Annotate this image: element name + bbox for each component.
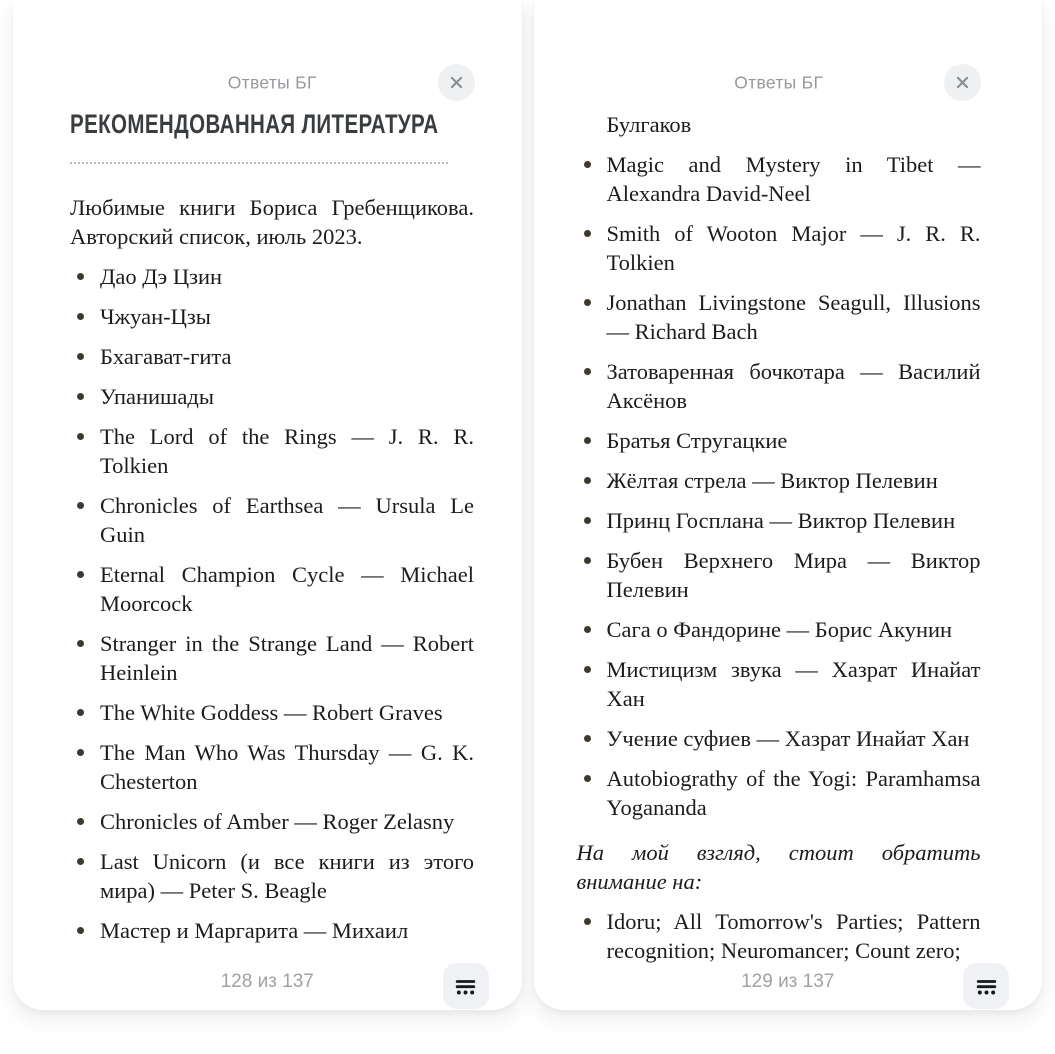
bullet-icon <box>77 818 84 825</box>
bullet-icon <box>77 571 84 578</box>
bullet-icon <box>584 918 591 925</box>
close-icon <box>953 73 972 92</box>
book-list-item: Чжуан-Цзы <box>70 302 474 331</box>
bullet-icon <box>584 161 591 168</box>
bullet-icon <box>584 368 591 375</box>
page-number: 128 из 137 <box>220 971 314 992</box>
contents-button[interactable] <box>443 963 489 1009</box>
book-list-item: Сага о Фандорине — Борис Акунин <box>577 615 981 644</box>
bullet-icon <box>77 858 84 865</box>
bullet-icon <box>77 502 84 509</box>
continued-paragraph: Булгаков <box>606 112 692 137</box>
bullet-icon <box>77 393 84 400</box>
book-list-item: Мастер и Маргарита — Михаил <box>70 916 474 945</box>
book-list-item: Chronicles of Earthsea — Ursula Le Guin <box>70 491 474 549</box>
bullet-icon <box>77 353 84 360</box>
book-page-left <box>13 0 522 1010</box>
book-list-item: Autobiograthy of the Yogi: Paramhamsa Yogananda <box>577 764 981 822</box>
book-list-item: The Man Who Was Thursday — G. K. Chesterton <box>70 738 474 796</box>
bullet-icon <box>77 273 84 280</box>
book-list-item: Jonathan Livingstone Seagull, Illusions — Richard Bach <box>577 288 981 346</box>
book-list-item: Idoru; All Tomorrow's Parties; Pattern recognition; Neuromancer; Count zero; <box>577 907 981 965</box>
book-list-item: Chronicles of Amber — Roger Zelasny <box>70 807 474 836</box>
section-title: РЕКОМЕНДОВАННАЯ ЛИТЕРАТУРА <box>70 109 439 139</box>
author-note: На мой взгляд, стоит обратить внимание на: <box>576 840 981 894</box>
book-title: Ответы БГ <box>734 72 824 93</box>
bullet-icon <box>584 735 591 742</box>
page-header <box>577 64 982 102</box>
bullet-icon <box>584 230 591 237</box>
dotted-divider <box>70 162 448 164</box>
bullet-icon <box>584 437 591 444</box>
book-list-item: Бубен Верхнего Мира — Виктор Пелевин <box>577 546 981 604</box>
contents-button[interactable] <box>963 963 1009 1009</box>
intro-paragraph: Любимые книги Бориса Гребенщикова. Авторский список, июль 2023. <box>70 195 474 249</box>
bullet-icon <box>584 477 591 484</box>
bullet-icon <box>77 709 84 716</box>
book-list-item: Мистицизм звука — Хазрат Инайат Хан <box>577 655 981 713</box>
book-list-item: Бхагават-гита <box>70 342 474 371</box>
book-list <box>70 262 475 945</box>
bullet-icon <box>584 626 591 633</box>
book-list <box>577 150 982 822</box>
book-title: Ответы БГ <box>227 72 317 93</box>
bullet-icon <box>584 557 591 564</box>
bullet-icon <box>584 517 591 524</box>
book-list-item: Братья Стругацкие <box>577 426 981 455</box>
close-icon <box>447 73 466 92</box>
book-list-item: The White Goddess — Robert Graves <box>70 698 474 727</box>
close-button[interactable] <box>944 64 981 101</box>
book-list-item: Жёлтая стрела — Виктор Пелевин <box>577 466 981 495</box>
book-list-item: The Lord of the Rings — J. R. R. Tolkien <box>70 422 474 480</box>
book-list-item: Дао Дэ Цзин <box>70 262 474 291</box>
page-header <box>70 64 475 102</box>
bullet-icon <box>584 299 591 306</box>
book-list-item: Stranger in the Strange Land — Robert Heinlein <box>70 629 474 687</box>
book-list-item: Принц Госплана — Виктор Пелевин <box>577 506 981 535</box>
page-footer <box>534 946 1043 1010</box>
bullet-icon <box>584 666 591 673</box>
bullet-icon <box>77 749 84 756</box>
bullet-icon <box>77 927 84 934</box>
book-list-item: Last Unicorn (и все книги из этого мира) — Peter S. Beagle <box>70 847 474 905</box>
book-list-item: Учение суфиев — Хазрат Инайат Хан <box>577 724 981 753</box>
bullet-icon <box>77 433 84 440</box>
contents-icon <box>452 973 479 1000</box>
book-list-item: Eternal Champion Cycle — Michael Moorcock <box>70 560 474 618</box>
book-list-item: Затоваренная бочкотара — Василий Аксёнов <box>577 357 981 415</box>
bullet-icon <box>77 640 84 647</box>
book-page-right <box>534 0 1043 1010</box>
page-footer <box>13 946 522 1010</box>
close-button[interactable] <box>438 64 475 101</box>
page-number: 129 из 137 <box>741 971 835 992</box>
contents-icon <box>973 973 1000 1000</box>
book-list-item: Magic and Mystery in Tibet — Alexandra David-Neel <box>577 150 981 208</box>
bullet-icon <box>584 775 591 782</box>
book-list-item: Smith of Wooton Major — J. R. R. Tolkien <box>577 219 981 277</box>
book-list-item: Упанишады <box>70 382 474 411</box>
bullet-icon <box>77 313 84 320</box>
